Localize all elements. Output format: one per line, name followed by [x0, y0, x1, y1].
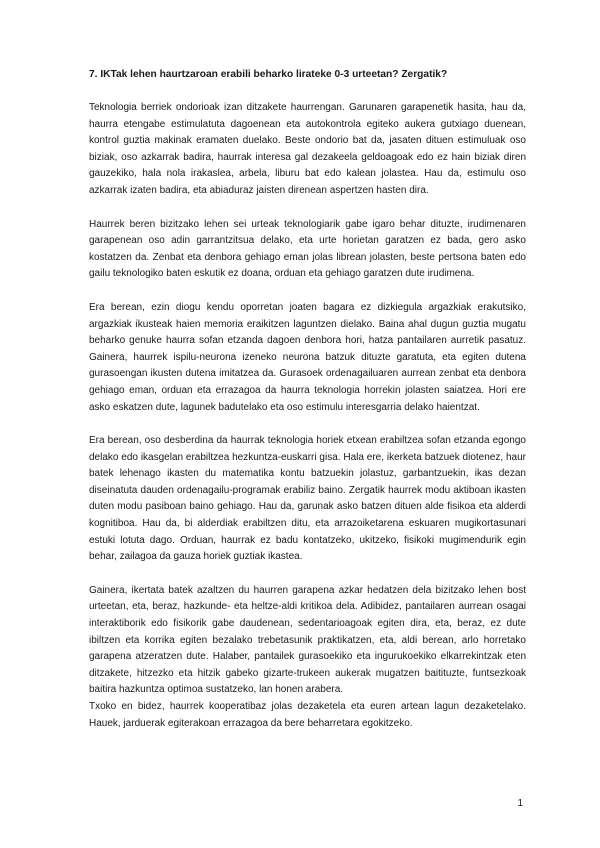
document-body [89, 68, 526, 732]
paragraph-first-six-years: Haurrek beren bizitzako lehen sei urteak teknologiarik gabe igaro behar dituzte, irudimenaren garapenean oso adin garrantzitsua delako, eta urte horietan garatzen ez bada, gero asko kostatzen da. Zenbat eta denbora gehiago eman jolas librean jolasten, beste pertsona baten edo gailu teknologiko baten eskutik ez doana, orduan eta gehiago garatzen dute irudimena. [89, 218, 526, 280]
paragraph-active-learning: Era berean, oso desberdina da haurrak teknologia horiek etxean erabiltzea sofan etzanda egongo delako edo ikasgelan erabiltzea hezkuntza-euskarri gisa. Hala ere, ikerketa batzuek diotenez, haur batek lehenago ikasten du matematika kontu batzuekin jolastuz, garbantzuekin, ikas dezan diseinatuta dauden ordenagailu-programak erabiliz baino. Zergatik haurrek modu aktiboan ikasten duten modu pasiboan baino gehiago. Hau da, garunak asko batzen dituen alde fisikoa eta alderdi kognitiboa. Hau da, bi alderdiak erabiltzen ditu, eta arrazoiketarena eskuaren mugikortasunari estuki lotuta dago. Orduan, haurrak ez badu kontatzeko, ukitzeko, fisikoki mugimendurik egin behar, zailagoa da gauza horiek guztiak ikastea. [89, 435, 526, 563]
paragraph-txoko: Txoko en bidez, haurrek kooperatibaz jolas dezaketela eta euren artean lagun dezaketelako. Hauek, jarduerak egiterakoan errazagoa da bere beharretara egokitzeko. [89, 701, 526, 729]
paragraph-photos-memory: Era berean, ezin diogu kendu oporretan joaten bagara ez dizkiegula argazkiak erakutsiko, argazkiak ikusteak haien memoria eraikitzen laguntzen dielako. Baina ahal dugun guztia mugatu beharko genuke haurra sofan etzanda dagoen denbora hori, hatza pantailaren aurretik pasatuz. Gainera, haurrek ispilu-neurona izeneko neurona batzuk dituzte garatuta, eta egiten dutena gurasoengan ikusten dutena imitatzea da. Gurasoek ordenagailuaren aurrean zenbat eta denbora gehiago eman, orduan eta errazagoa da haurra teknologia horrekin jolasten saiatzea. Hori ere asko eskatzen dute, lagunek badutelako eta oso estimulu interesgarria delako haientzat. [89, 301, 526, 413]
question-heading: 7. IKTak lehen haurtzaroan erabili beharko lirateke 0-3 urteetan? Zergatik? [89, 69, 448, 80]
paragraph-technology-effects: Teknologia berriek ondorioak izan ditzakete haurrengan. Garunaren garapenetik hasita, hau da, haurra etengabe estimulatuta dagoenean eta autokontrola egiteko aukera gutxiago duenean, kontrol guztia makinak eramaten duelako. Beste ondorio bat da, jasaten dituen estimuluak oso biziak, oso azkarrak badira, haurrak interesa gal dezakeela geldoagoak edo ez hain biziak diren gauzekiko, hala nola irakaslea, arbela, liburu bat edo kalean jolastea. Hau da, estimulu oso azkarrak izaten badira, eta abiaduraz jaisten direnean aspertzen hasten dira. [89, 102, 526, 196]
paragraph-development-research: Gainera, ikertata batek azaltzen du haurren garapena azkar hedatzen dela bizitzako lehen bost urteetan, eta, beraz, hazkunde- eta heltze-aldi kritikoa dela. Adibidez, pantailaren aurrean osagai interaktiborik edo fisikorik gabe daudenean, sedentarioagoak egiten dira, eta, beraz, ez dute ibiltzen eta korrika egiten bezalako trebetasunik praktikatzen, eta, aldi berean, arlo horretako garapena atzeratzen dute. Halaber, pantailek gurasoekiko eta ingurukoekiko elkarrekintzak eten ditzakete, hitzezko eta hitzik gabeko gizarte-trukeen aukerak mugatzen baitituzte, funtsezkoak baitira hazkuntza optimoa sustatzeko, lan honen arabera. [89, 584, 526, 696]
page-number: 1 [517, 798, 523, 809]
